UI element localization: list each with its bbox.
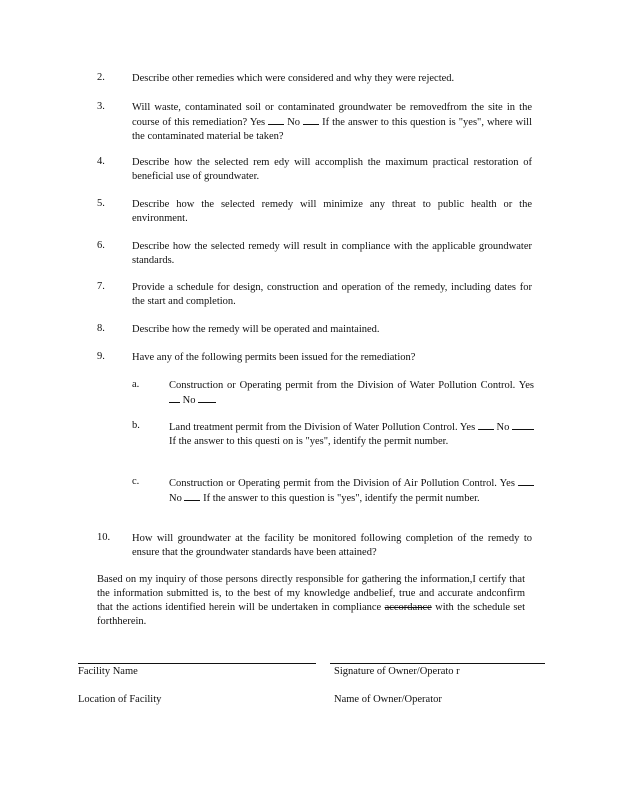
subquestion-body: Land treatment permit from the Division of Water Pollution Control. bbox=[169, 422, 458, 433]
question-text: Describe how the remedy will be operated and maintained. bbox=[132, 324, 380, 335]
yes-blank[interactable] bbox=[169, 393, 180, 403]
yes-blank[interactable] bbox=[518, 476, 534, 486]
question-text: Provide a schedule for design, construction and operation of the remedy, including dates for the start and completion. bbox=[132, 282, 532, 307]
facility-name-label: Facility Name bbox=[78, 666, 138, 677]
question-number: 3. bbox=[97, 101, 105, 112]
certification-text-end: with the schedule set forthherein. bbox=[97, 602, 526, 627]
question-number: 9. bbox=[97, 351, 105, 362]
location-label: Location of Facility bbox=[78, 694, 162, 705]
subquestion-letter: b. bbox=[132, 420, 140, 431]
question-text: Describe how the selected remedy will minimize any threat to public health or the environment. bbox=[132, 199, 532, 224]
yes-label: Yes bbox=[249, 117, 266, 128]
question-number: 7. bbox=[97, 281, 105, 292]
question-number: 10. bbox=[97, 532, 111, 543]
question-text-part1: Will waste, contaminated soil or contaminated groundwater be removedfrom the site in the course of this remediation? bbox=[132, 102, 532, 128]
question-text: Have any of the following permits been issued for the remediation? bbox=[132, 352, 416, 363]
question-number: 8. bbox=[97, 323, 105, 334]
certification-statement bbox=[97, 573, 525, 629]
no-blank[interactable] bbox=[512, 420, 534, 430]
question-text: Describe other remedies which were considered and why they were rejected. bbox=[132, 73, 455, 84]
subquestion-body: Construction or Operating permit from the Division of Air Pollution Control. bbox=[169, 478, 497, 489]
subquestion-text bbox=[169, 379, 534, 408]
question-text: Describe how the selected rem edy will accomplish the maximum practical restoration of beneficial use of groundwater. bbox=[132, 157, 532, 182]
yes-label: Yes bbox=[459, 422, 476, 433]
no-label: No bbox=[287, 117, 301, 128]
yes-label: Yes bbox=[518, 380, 534, 391]
question-number: 5. bbox=[97, 198, 105, 209]
question-number: 6. bbox=[97, 240, 105, 251]
yes-blank[interactable] bbox=[268, 115, 284, 125]
no-blank[interactable] bbox=[198, 393, 216, 403]
no-blank[interactable] bbox=[184, 491, 200, 501]
certification-text: Based on my inquiry of those persons directly responsible for gathering the information,I certify that the information submitted is, to the best of my knowledge andbelief, true and accurate andconfirm that the actions identified herein will be undertaken in compliance bbox=[97, 574, 525, 613]
question-text: Describe how the selected remedy will result in compliance with the applicable groundwater standards. bbox=[132, 241, 532, 266]
name-owner-label: Name of Owner/Operator bbox=[334, 694, 442, 705]
no-label: No bbox=[496, 422, 510, 433]
question-text: How will groundwater at the facility be monitored following completion of the remedy to ensure that the groundwater standards have been attained? bbox=[132, 533, 532, 558]
signature-owner-label: Signature of Owner/Operato r bbox=[334, 666, 460, 677]
signature-line[interactable] bbox=[330, 663, 545, 664]
question-text bbox=[132, 101, 532, 144]
facility-name-line[interactable] bbox=[78, 663, 316, 664]
subquestion-letter: c. bbox=[132, 476, 140, 487]
no-label: No bbox=[169, 493, 182, 504]
no-label: No bbox=[182, 395, 196, 406]
question-number: 4. bbox=[97, 156, 105, 167]
subquestion-text bbox=[169, 420, 534, 449]
subquestion-tail: If the answer to this questi on is "yes", identify the permit number. bbox=[169, 436, 449, 447]
yes-label: Yes bbox=[499, 478, 515, 489]
subquestion-letter: a. bbox=[132, 379, 140, 390]
subquestion-tail: If the answer to this question is "yes", identify the permit number. bbox=[203, 493, 480, 504]
no-blank[interactable] bbox=[303, 115, 319, 125]
subquestion-text bbox=[169, 476, 534, 506]
yes-blank[interactable] bbox=[478, 420, 494, 430]
subquestion-body: Construction or Operating permit from the Division of Water Pollution Control. bbox=[169, 380, 516, 391]
question-text-part2: If the answer to this question is "yes", where will the contaminated material be taken? bbox=[132, 117, 532, 142]
question-number: 2. bbox=[97, 72, 105, 83]
struck-word: accordance bbox=[384, 602, 432, 613]
